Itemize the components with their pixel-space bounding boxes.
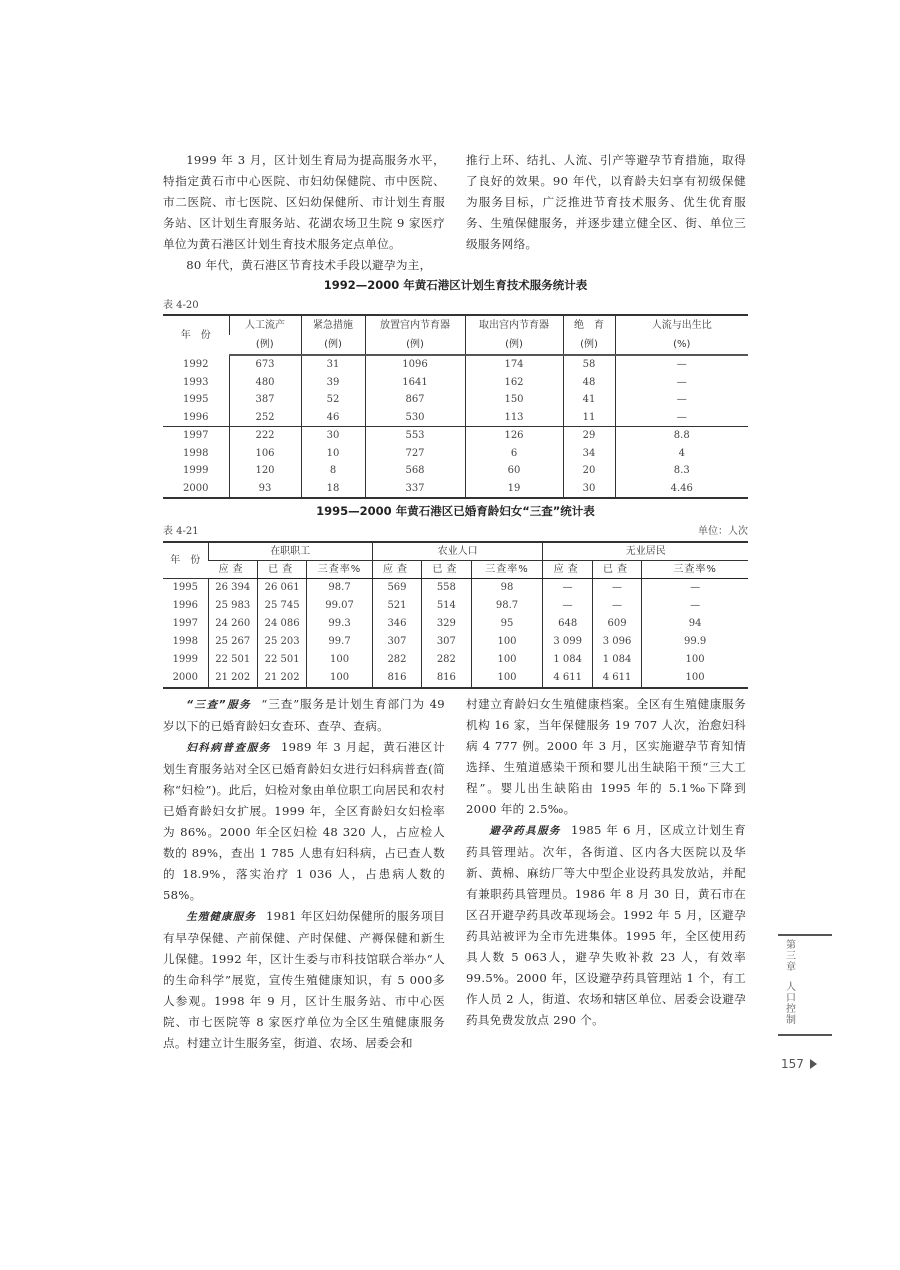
table-cell: 174: [465, 355, 563, 374]
section-heading: “三查”服务: [186, 699, 252, 711]
table-cell: 126: [465, 427, 563, 445]
page-number: 157: [781, 1057, 804, 1071]
table-4-21-unit: 单位：人次: [698, 526, 748, 537]
table-row: [163, 445, 748, 463]
page-number-area: [781, 1057, 817, 1071]
intro-column-right: [466, 150, 746, 255]
table-cell: 34: [563, 445, 615, 463]
year-cell: 1992: [183, 358, 209, 370]
table-4-20-body: [163, 355, 748, 498]
subheader: 已查: [592, 561, 641, 579]
year-cell: 1993: [183, 376, 209, 388]
table-cell: 162: [465, 374, 563, 392]
subheader: 已查: [422, 561, 471, 579]
column-header: 人工流产: [229, 315, 301, 335]
table-cell: 816: [422, 669, 471, 688]
table-cell: —: [615, 355, 748, 374]
table-cell: 100: [471, 633, 543, 651]
table-cell: —: [592, 579, 641, 598]
table-header-unit-row: [163, 335, 748, 355]
section-shengzhi: [163, 906, 445, 1054]
table-cell: 99.3: [307, 615, 372, 633]
table-cell: 120: [229, 462, 301, 480]
table-cell: 113: [465, 409, 563, 427]
table-cell: 307: [372, 633, 421, 651]
table-cell: 100: [307, 651, 372, 669]
body-column-right: [466, 694, 746, 1031]
section-body: 1981 年区妇幼保健所的服务项目有早孕保健、产前保健、产时保健、产褥保健和新生儿保健。1992 年，区计生委与市科技馆联合举办“人的生命科学”展览，宣传生殖健康知识，有 5 000多人参观。1998 年 9 月，区计生服务站、市中心医院、市七医院等 8 家医疗单位为全区生殖健康服务点。村建立计生服务室，街道、农场、居委会和: [163, 909, 445, 1050]
table-cell: 530: [365, 409, 465, 427]
right-triangle-icon: [810, 1059, 817, 1069]
table-cell: 4 611: [543, 669, 592, 688]
body-column-left: [163, 694, 445, 1054]
table-cell: 307: [422, 633, 471, 651]
table-cell: 553: [365, 427, 465, 445]
column-unit: (例): [465, 335, 563, 355]
table-cell: 521: [372, 597, 421, 615]
table-cell: 8.3: [615, 462, 748, 480]
table-cell: 31: [301, 355, 365, 374]
table-cell: 1 084: [592, 651, 641, 669]
table-cell: 98: [471, 579, 543, 598]
section-heading: 生殖健康服务: [186, 911, 256, 923]
table-row: [163, 669, 748, 688]
subheader: 三查率%: [307, 561, 372, 579]
table-subheader-row: [163, 561, 748, 579]
table-cell: 10: [301, 445, 365, 463]
table-cell: 816: [372, 669, 421, 688]
table-cell: 8: [301, 462, 365, 480]
table-cell: 52: [301, 391, 365, 409]
table-cell: 19: [465, 480, 563, 499]
table-cell: 58: [563, 355, 615, 374]
section-heading: 避孕药具服务: [489, 825, 562, 837]
column-header-year: 年 份: [180, 330, 211, 341]
table-cell: 4: [615, 445, 748, 463]
table-cell: 568: [365, 462, 465, 480]
table-cell: 282: [422, 651, 471, 669]
year-cell: 1998: [183, 447, 209, 459]
group-header: 农业人口: [372, 542, 543, 561]
table-cell: 1641: [365, 374, 465, 392]
table-cell: 100: [642, 669, 748, 688]
column-unit: (例): [301, 335, 365, 355]
year-cell: 1997: [163, 427, 229, 445]
group-header: 无业居民: [543, 542, 748, 561]
table-cell: 26 061: [257, 579, 306, 598]
table-4-20: [163, 314, 748, 499]
paragraph: 村建立育龄妇女生殖健康档案。全区有生殖健康服务机构 16 家，当年保健服务 19 707 人次，治愈妇科病 4 777 例。2000 年 3 月，区实施避孕节育知情选择、生殖道感染干预和婴儿出生缺陷干预“三大工程”。婴儿出生缺陷由 1995 年的 5.1‰下降到 2000 年的 2.5‰。: [466, 697, 746, 816]
year-cell: 1995: [183, 394, 209, 405]
column-unit: (例): [365, 335, 465, 355]
table-4-20-id: 表 4-20: [163, 300, 199, 311]
table-4-20-title: 1992—2000 年黄石港区计划生育技术服务统计表: [323, 278, 588, 292]
column-header: 绝 育: [563, 315, 615, 335]
table-cell: 21 202: [257, 669, 306, 688]
table-cell: —: [642, 597, 748, 615]
year-cell: 1998: [172, 636, 199, 647]
table-cell: 99.7: [307, 633, 372, 651]
table-cell: 3 099: [543, 633, 592, 651]
table-cell: 26 394: [208, 579, 257, 598]
table-cell: 98.7: [471, 597, 543, 615]
table-cell: 222: [229, 427, 301, 445]
column-header-year: 年 份: [163, 542, 208, 579]
year-cell: 2000: [172, 672, 199, 683]
table-cell: 95: [471, 615, 543, 633]
subheader: 三查率%: [642, 561, 748, 579]
table-cell: 727: [365, 445, 465, 463]
table-cell: 48: [563, 374, 615, 392]
table-cell: 22 501: [208, 651, 257, 669]
year-cell: 1999: [172, 654, 199, 665]
table-row: [163, 651, 748, 669]
table-cell: 100: [307, 669, 372, 688]
section-body: “三查”服务是计划生育部门为 49 岁以下的已婚育龄妇女查环、查孕、查病。: [163, 697, 445, 733]
table-cell: 6: [465, 445, 563, 463]
table-cell: —: [543, 597, 592, 615]
column-header: 紧急措施: [301, 315, 365, 335]
section-body: 1989 年 3 月起，黄石港区计划生育服务站对全区已婚育龄妇女进行妇科病普查(简称“妇检”)。此后，妇检对象由单位职工向居民和农村已婚育龄妇女扩展。1999 年，全区育龄妇女妇检率为 86%。2000 年全区妇检 48 320 人，占应检人数的 89%，查出 1 785 人患有妇科病，占已查人数的 18.9%，落实治疗 1 036 人，占患病人数的 58%。: [163, 740, 445, 902]
table-cell: 1 084: [543, 651, 592, 669]
table-cell: 100: [471, 651, 543, 669]
table-cell: 4.46: [615, 480, 748, 499]
table-cell: 282: [372, 651, 421, 669]
year-cell: 1999: [183, 465, 209, 476]
table-cell: 30: [301, 427, 365, 445]
table-cell: 39: [301, 374, 365, 392]
table-cell: 8.8: [615, 427, 748, 445]
table-cell: 673: [229, 355, 301, 374]
table-cell: 648: [543, 615, 592, 633]
table-cell: 100: [471, 669, 543, 688]
table-cell: 252: [229, 409, 301, 427]
year-cell: 1995: [172, 582, 199, 593]
table-cell: 93: [229, 480, 301, 499]
section-heading: 妇科病普查服务: [186, 742, 271, 754]
table-cell: 4 611: [592, 669, 641, 688]
table-4-21-body: [163, 579, 748, 689]
chapter-number: 第三章: [786, 940, 796, 973]
table-cell: —: [615, 409, 748, 427]
column-unit: (例): [563, 335, 615, 355]
year-cell: 1996: [172, 600, 199, 611]
table-cell: 20: [563, 462, 615, 480]
table-cell: 25 745: [257, 597, 306, 615]
table-cell: —: [615, 391, 748, 409]
section-fuke: [163, 737, 445, 906]
table-cell: 346: [372, 615, 421, 633]
table-cell: 150: [465, 391, 563, 409]
chapter-tab: [778, 934, 832, 1036]
table-4-21: [163, 541, 748, 689]
table-cell: 25 983: [208, 597, 257, 615]
subheader: 已查: [257, 561, 306, 579]
subheader: 三查率%: [471, 561, 543, 579]
table-cell: 98.7: [307, 579, 372, 598]
table-row: [163, 480, 748, 499]
table-cell: —: [543, 579, 592, 598]
table-row: [163, 462, 748, 480]
section-biyun: [466, 820, 746, 1031]
table-row: [163, 427, 748, 445]
column-header: 放置宫内节育器: [365, 315, 465, 335]
table-cell: 11: [563, 409, 615, 427]
column-unit: (%): [615, 335, 748, 355]
table-cell: 29: [563, 427, 615, 445]
table-row: [163, 597, 748, 615]
table-cell: —: [592, 597, 641, 615]
table-cell: 558: [422, 579, 471, 598]
table-cell: 94: [642, 615, 748, 633]
table-cell: 1096: [365, 355, 465, 374]
paragraph: 80 年代，黄石港区节育技术手段以避孕为主，: [186, 258, 432, 272]
table-cell: 337: [365, 480, 465, 499]
table-cell: 99.9: [642, 633, 748, 651]
table-row: [163, 615, 748, 633]
table-cell: —: [615, 374, 748, 392]
table-header-row: [163, 315, 748, 335]
group-header: 在职职工: [208, 542, 372, 561]
table-cell: 18: [301, 480, 365, 499]
paragraph: 1999 年 3 月，区计划生育局为提高服务水平，特指定黄石市中心医院、市妇幼保健院、市中医院、市二医院、市七医院、区妇幼保健所、市计划生育服务站、区计划生育服务站、花湖农场卫生院 9 家医疗单位为黄石港区计划生育技术服务定点单位。: [163, 153, 445, 251]
table-cell: 22 501: [257, 651, 306, 669]
table-cell: 100: [642, 651, 748, 669]
table-group-header-row: [163, 542, 748, 561]
table-cell: 106: [229, 445, 301, 463]
table-cell: 24 260: [208, 615, 257, 633]
table-cell: 41: [563, 391, 615, 409]
subheader: 应查: [208, 561, 257, 579]
table-cell: 99.07: [307, 597, 372, 615]
table-row: [163, 579, 748, 598]
table-cell: 329: [422, 615, 471, 633]
table-cell: —: [642, 579, 748, 598]
subheader: 应查: [372, 561, 421, 579]
table-cell: 60: [465, 462, 563, 480]
year-cell: 1997: [172, 618, 199, 629]
table-cell: 24 086: [257, 615, 306, 633]
table-row: [163, 374, 748, 392]
year-cell: 2000: [183, 482, 209, 494]
table-cell: 387: [229, 391, 301, 409]
table-cell: 3 096: [592, 633, 641, 651]
column-header: 取出宫内节育器: [465, 315, 563, 335]
table-cell: 46: [301, 409, 365, 427]
year-cell: 1996: [183, 411, 209, 423]
table-cell: 609: [592, 615, 641, 633]
intro-column-left: [163, 150, 445, 276]
table-row: [163, 391, 748, 409]
table-row: [163, 409, 748, 427]
table-cell: 569: [372, 579, 421, 598]
table-cell: 21 202: [208, 669, 257, 688]
section-body: 1985 年 6 月，区成立计划生育药具管理站。次年，各街道、区内各大医院以及华新、黄棉、麻纺厂等大中型企业设药具发放站，并配有兼职药具管理员。1986 年 8 月 30 日，黄石市在区召开避孕药具改革现场会。1992 年 5 月，区避孕药具站被评为全市先进集体。1995 年，全区使用药具人数 5 063人，避孕失败补救 23 人，有效率 99.5%。2000 年，区设避孕药具管理站 1 个，有工作人员 2 人，街道、农场和辖区单位、居委会设避孕药具免费发放点 290 个。: [466, 823, 746, 1027]
table-row: [163, 633, 748, 651]
table-row: [163, 355, 748, 374]
section-sancha: [163, 694, 445, 737]
chapter-name: 人口控制: [786, 982, 796, 1026]
table-cell: 867: [365, 391, 465, 409]
table-cell: 514: [422, 597, 471, 615]
paragraph: 推行上环、结扎、人流、引产等避孕节育措施，取得了良好的效果。90 年代，以育龄夫妇享有初级保健为服务目标，广泛推进节育技术服务、优生优育服务、生殖保健服务，并逐步建立健全区、街、单位三级服务网络。: [466, 153, 746, 251]
table-cell: 25 203: [257, 633, 306, 651]
subheader: 应查: [543, 561, 592, 579]
table-4-21-id: 表 4-21: [163, 526, 199, 537]
table-cell: 25 267: [208, 633, 257, 651]
table-4-21-title: 1995—2000 年黄石港区已婚育龄妇女“三查”统计表: [316, 504, 595, 518]
table-cell: 480: [229, 374, 301, 392]
column-header: 人流与出生比: [615, 315, 748, 335]
table-cell: 30: [563, 480, 615, 499]
column-unit: (例): [229, 335, 301, 355]
